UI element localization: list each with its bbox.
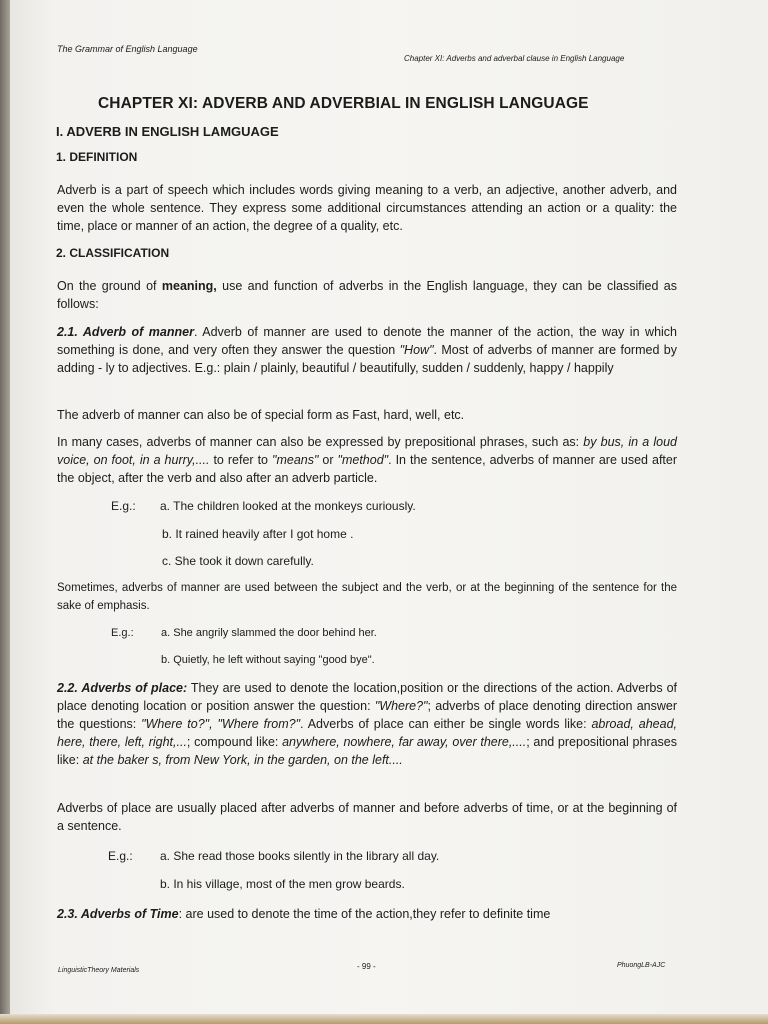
example-label: E.g.: xyxy=(108,849,133,863)
example-item: b. In his village, most of the men grow beards. xyxy=(160,877,405,891)
page-bottom-edge xyxy=(0,1014,768,1024)
example-item: b. Quietly, he left without saying "good bye". xyxy=(161,654,375,666)
place-paragraph: 2.2. Adverbs of place: They are used to denote the location,position or the directions of the action. Adverbs of place denoting location or position answer the question: "Where?"; adverbs of place denoting direction answer the questions: "Where to?", "Where from?". Adverbs of place can either be single words like: abroad, ahead, here, there, left, right,...; compound like: anywhere, nowhere, far away, over there,....; and prepositional phrases like: at the baker s, from New York, in the garden, on the left.... xyxy=(57,681,678,767)
manner-label: 2.1. Adverb of manner xyxy=(57,325,194,339)
example-item: a. She angrily slammed the door behind her. xyxy=(161,627,377,639)
example-item: b. It rained heavily after I got home . xyxy=(162,527,354,541)
place-label: 2.2. Adverbs of place: xyxy=(57,681,188,695)
manner-paragraph: 2.1. Adverb of manner. Adverb of manner are used to denote the manner of the action, the way in which something is done, and very often they answer the question "How". Most of adverbs of manner are formed by adding - ly to adjectives. E.g.: plain / plainly, beautiful / beautifully, sudden / suddenly, happy / happily xyxy=(57,325,677,375)
example-label: E.g.: xyxy=(111,499,136,513)
time-paragraph: 2.3. Adverbs of Time: are used to denote the time of the action,they refer to definite time xyxy=(57,907,551,921)
time-label: 2.3. Adverbs of Time xyxy=(57,907,179,921)
manner-special-form: The adverb of manner can also be of special form as Fast, hard, well, etc. xyxy=(57,408,465,422)
page-binding-edge xyxy=(0,0,10,1024)
classification-heading: 2. CLASSIFICATION xyxy=(56,246,170,260)
section-heading: I. ADVERB IN ENGLISH LAMGUAGE xyxy=(56,124,279,139)
manner-sometimes-paragraph: Sometimes, adverbs of manner are used between the subject and the verb, or at the beginning of the sentence for the sake of emphasis. xyxy=(57,582,677,612)
footer-left: LinguisticTheory Materials xyxy=(58,967,140,974)
classification-paragraph: On the ground of meaning, use and function of adverbs in the English language, they can be classified as follows: xyxy=(57,279,678,311)
example-label: E.g.: xyxy=(111,627,134,639)
example-item: a. The children looked at the monkeys curiously. xyxy=(160,499,416,513)
definition-paragraph: Adverb is a part of speech which includes words giving meaning to a verb, an adjective, another adverb, and even the whole sentence. They express some additional circumstances attending an action or a quality: the time, place or manner of an action, the degree of a quality, etc. xyxy=(57,183,677,233)
place-placement-paragraph: Adverbs of place are usually placed after adverbs of manner and before adverbs of time, or at the beginning of a sentence. xyxy=(57,801,677,833)
manner-prepositional-paragraph: In many cases, adverbs of manner can also be expressed by prepositional phrases, such as: by bus, in a loud voice, on foot, in a hurry,.... to refer to "means" or "method". In the sentence, adverbs of manner are used after the object, after the verb and also after an adverb particle. xyxy=(57,435,678,485)
example-item: a. She read those books silently in the library all day. xyxy=(160,849,440,863)
running-header-left: The Grammar of English Language xyxy=(57,44,198,54)
chapter-title: CHAPTER XI: ADVERB AND ADVERBIAL IN ENGLISH LANGUAGE xyxy=(98,95,589,112)
example-item: c. She took it down carefully. xyxy=(162,554,314,568)
footer-right: PhuongLB-AJC xyxy=(617,962,666,969)
running-header-right: Chapter XI: Adverbs and adverbal clause in English Language xyxy=(404,54,625,63)
definition-heading: 1. DEFINITION xyxy=(56,150,138,164)
page-number: - 99 - xyxy=(357,962,376,971)
